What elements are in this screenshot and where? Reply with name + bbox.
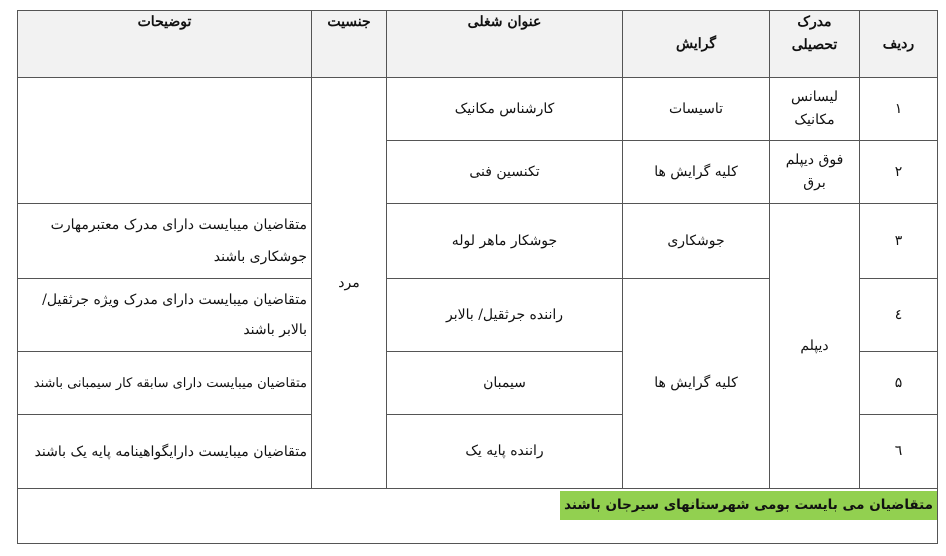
footer-row (18, 489, 938, 544)
field-cell: تاسیسات (623, 78, 770, 141)
job-title-cell: کارشناس مکانیک (387, 78, 623, 141)
degree-cell: لیسانس مکانیک (770, 78, 860, 141)
row-number: ۲ (860, 141, 938, 204)
notes-cell: متقاضیان میبایست دارای مدرک ویژه جرثقیل/بالابر باشند (18, 279, 312, 352)
job-table (17, 10, 938, 544)
header-degree: مدرک تحصیلی (770, 11, 860, 78)
job-title-cell: سیمبان (387, 352, 623, 415)
table-row (18, 204, 938, 279)
notes-cell: متقاضیان میبایست دارای مدرک معتبرمهارت جوشکاری باشند (18, 204, 312, 279)
footer-cell (18, 489, 938, 544)
residency-note: متقاضیان می بایست بومی شهرستانهای سیرجان باشند (560, 491, 937, 520)
notes-cell: متقاضیان میبایست دارایگواهینامه پایه یک باشند (18, 415, 312, 489)
row-number: ٤ (860, 279, 938, 352)
header-gender: جنسیت (312, 11, 387, 78)
row-number: ۵ (860, 352, 938, 415)
job-title-cell: راننده جرثقیل/ بالابر (387, 279, 623, 352)
degree-cell: دیپلم (770, 204, 860, 489)
table-row (18, 78, 938, 141)
notes-cell: متقاضیان میبایست دارای سابقه کار سیمبانی باشند (18, 352, 312, 415)
row-number: ۱ (860, 78, 938, 141)
header-field: گرایش (623, 11, 770, 78)
field-cell: کلیه گرایش ها (623, 141, 770, 204)
job-title-cell: جوشکار ماهر لوله (387, 204, 623, 279)
header-job-title: عنوان شغلی (387, 11, 623, 78)
notes-cell (18, 78, 312, 204)
field-cell: کلیه گرایش ها (623, 279, 770, 489)
field-cell: جوشکاری (623, 204, 770, 279)
header-row (18, 11, 938, 78)
header-row-no: ردیف (860, 11, 938, 78)
degree-cell: فوق دیپلم برق (770, 141, 860, 204)
job-title-cell: تکنسین فنی (387, 141, 623, 204)
row-number: ٦ (860, 415, 938, 489)
row-number: ۳ (860, 204, 938, 279)
job-title-cell: راننده پایه یک (387, 415, 623, 489)
header-notes: توضیحات (18, 11, 312, 78)
gender-cell: مرد (312, 78, 387, 489)
